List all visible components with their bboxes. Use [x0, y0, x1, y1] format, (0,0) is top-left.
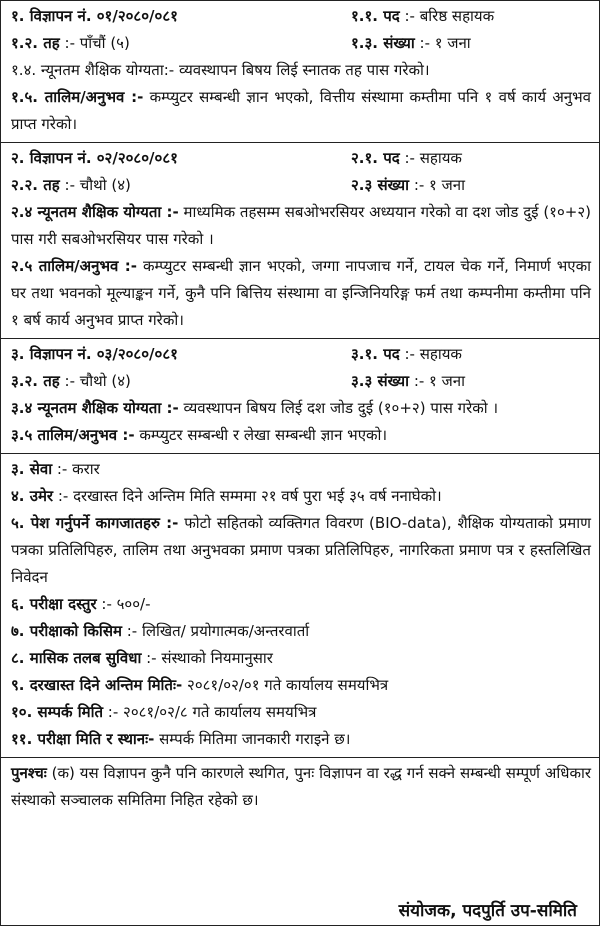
count-value: :- १ जना	[413, 176, 465, 194]
deadline-label: ९. दरखास्त दिने अन्तिम मितिः-	[11, 676, 183, 694]
qualification-value: व्यवस्थापन बिषय लिई दश जोड दुई (१०+२) पास गरेको ।	[183, 399, 499, 417]
exam-fee	[11, 591, 591, 618]
postscript-note	[1, 758, 599, 818]
level	[11, 30, 351, 57]
age-value: :- दरखास्त दिने अन्तिम मिति सम्ममा २१ वर्ष पुरा भई ३५ वर्ष ननाघेको।	[57, 487, 442, 505]
vacancy-section-2	[1, 143, 599, 339]
vacancy-section-1	[1, 1, 599, 143]
qualification-label: २.४ न्यूनतम शैक्षिक योग्यता :-	[11, 203, 179, 221]
contact-date-value: :- २०८१/०२/८ गते कार्यालय समयभित्र	[107, 703, 317, 721]
exam-fee-label: ६. परीक्षा दस्तुर	[11, 595, 97, 613]
count-label: २.३ संख्या	[351, 176, 410, 194]
age-requirement	[11, 483, 591, 510]
ad-number: ३. विज्ञापन नं. ०३/२०८०/०८१	[11, 345, 178, 363]
training-value: कम्प्युटर सम्बन्धी र लेखा सम्बन्धी ज्ञान भएको।	[139, 426, 388, 444]
level-value: :- चौथो (४)	[64, 372, 131, 390]
monthly-salary	[11, 645, 591, 672]
qualification-value: माध्यमिक तहसम्म सबओभरसियर अध्ययान गरेको वा दश जोड दुई (१०+२) पास गरी सबओभरसियर पास गरेको ।	[11, 203, 591, 248]
count-label: ३.३ संख्या	[351, 372, 410, 390]
level-value: :- चौथो (४)	[64, 176, 131, 194]
level-row	[11, 368, 591, 395]
level	[11, 368, 351, 395]
post-label: २.१. पद	[351, 149, 400, 167]
qualification-label: १.४. न्यूनतम शैक्षिक योग्यता:-	[11, 61, 175, 79]
qualification-value: व्यवस्थापन बिषय लिई स्नातक तह पास गरेको।	[178, 61, 430, 79]
count	[351, 30, 591, 57]
count-label: १.३. संख्या	[351, 34, 415, 52]
post-value: :- सहायक	[404, 345, 462, 363]
level-label: १.२. तह	[11, 34, 60, 52]
service-value: :- करार	[56, 460, 100, 478]
signature: संयोजक, पदपुर्ति उप-समिति	[398, 901, 577, 921]
level-row	[11, 172, 591, 199]
post-label: ३.१. पद	[351, 345, 400, 363]
service-label: ३. सेवा	[11, 460, 53, 478]
post	[351, 3, 591, 30]
required-documents	[11, 510, 591, 591]
training	[11, 422, 591, 449]
ad-row	[11, 145, 591, 172]
exam-fee-value: :- ५००/-	[101, 595, 151, 613]
post-label: १.१. पद	[351, 7, 400, 25]
qualification-label: ३.४ न्यूनतम शैक्षिक योग्यता :-	[11, 399, 179, 417]
level-label: ३.२. तह	[11, 372, 60, 390]
salary-label: ८. मासिक तलब सुविधा	[11, 649, 142, 667]
general-terms	[1, 454, 599, 758]
exam-date-label: ११. परीक्षा मिति र स्थानः-	[11, 730, 155, 748]
contact-date	[11, 699, 591, 726]
post	[351, 145, 591, 172]
count	[351, 172, 591, 199]
age-label: ४. उमेर	[11, 487, 54, 505]
exam-type	[11, 618, 591, 645]
count-value: :- १ जना	[419, 34, 471, 52]
training	[11, 84, 591, 138]
training-value: कम्प्युटर सम्बन्धी ज्ञान भएको, वित्तीय संस्थामा कम्तीमा पनि १ वर्ष कार्य अनुभव प्राप्त गरेको।	[11, 88, 591, 133]
post	[351, 341, 591, 368]
ad-row	[11, 341, 591, 368]
deadline-value: २०८१/०२/०१ गते कार्यालय समयभित्र	[187, 676, 389, 694]
exam-type-label: ७. परीक्षाको किसिम	[11, 622, 122, 640]
qualification	[11, 57, 591, 84]
vacancy-section-3	[1, 339, 599, 454]
note-value: (क) यस विज्ञापन कुनै पनि कारणले स्थगित, पुनः विज्ञापन वा रद्ध गर्न सक्ने सम्बन्धी सम्पूर्ण अधिकार संस्थाको सञ्चालक समितिमा निहित रहेको छ।	[11, 764, 591, 809]
documents-label: ५. पेश गर्नुपर्ने कागजातहरु :-	[11, 514, 179, 532]
ad-row	[11, 3, 591, 30]
qualification	[11, 199, 591, 253]
level-label: २.२. तह	[11, 176, 60, 194]
post-value: :- सहायक	[404, 149, 462, 167]
exam-date-place	[11, 726, 591, 753]
note	[11, 760, 591, 814]
count	[351, 368, 591, 395]
service-type	[11, 456, 591, 483]
application-deadline	[11, 672, 591, 699]
exam-date-value: सम्पर्क मितिमा जानकारी गराइने छ।	[159, 730, 351, 748]
training-label: १.५. तालिम/अनुभव :-	[11, 88, 144, 106]
documents-value: फोटो सहितको व्यक्तिगत विवरण (BIO-data), शैक्षिक योग्यताको प्रमाण पत्रका प्रतिलिपिहरु, तालिम तथा अनुभवका प्रमाण पत्रका प्रतिलिपिहरु, नागरिकता प्रमाण पत्र र हस्तलिखित निवेदन	[11, 514, 591, 586]
training-label: ३.५ तालिम/अनुभव :-	[11, 426, 135, 444]
count-value: :- १ जना	[413, 372, 465, 390]
level	[11, 172, 351, 199]
qualification	[11, 395, 591, 422]
post-value: :- बरिष्ठ सहायक	[404, 7, 495, 25]
contact-date-label: १०. सम्पर्क मिति	[11, 703, 103, 721]
salary-value: :- संस्थाको नियमानुसार	[146, 649, 273, 667]
training-label: २.५ तालिम/अनुभव :-	[11, 257, 137, 275]
training	[11, 253, 591, 334]
level-row	[11, 30, 591, 57]
ad-number: २. विज्ञापन नं. ०२/२०८०/०८१	[11, 149, 178, 167]
level-value: :- पाँचौं (५)	[64, 34, 130, 52]
training-value: कम्प्युटर सम्बन्धी ज्ञान भएको, जग्गा नापजाच गर्ने, टायल चेक गर्ने, निमार्ण भएका घर तथा भवनको मूल्याङ्कन गर्ने, कुनै पनि बित्तिय संस्थामा वा इन्जिनियरिङ्ग फर्म तथा कम्पनीमा कम्तीमा पनि १ बर्ष कार्य अनुभव प्राप्त गरेको।	[11, 257, 591, 329]
note-label: पुनश्चः	[11, 764, 47, 782]
exam-type-value: :- लिखित/ प्रयोगात्मक/अन्तरवार्ता	[126, 622, 310, 640]
ad-number: १. विज्ञापन नं. ०१/२०८०/०८१	[11, 7, 178, 25]
